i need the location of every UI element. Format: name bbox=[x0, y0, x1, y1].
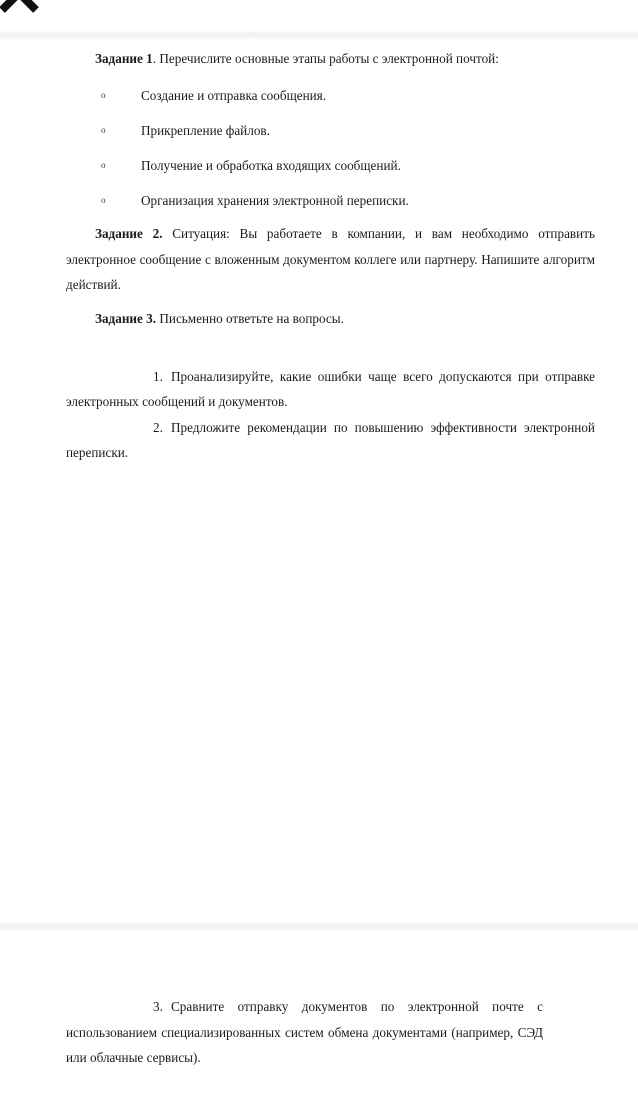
page-break-separator-band bbox=[0, 921, 638, 931]
list-item-label: Прикрепление файлов. bbox=[141, 123, 270, 138]
task-1-label: Задание 1 bbox=[95, 51, 153, 66]
list-item bbox=[66, 183, 595, 218]
list-item-label: Создание и отправка сообщения. bbox=[141, 88, 327, 103]
list-item-label: Получение и обработка входящих сообщений. bbox=[141, 158, 401, 173]
document-page-1 bbox=[0, 38, 638, 922]
question-text: Сравните отправку документов по электронной почте с использованием специализированных систем обмена документами (например, СЭД или облачные сервисы). bbox=[66, 999, 543, 1066]
task-2-text: Ситуация: Вы работаете в компании, и вам необходимо отправить электронное сообщение с вложенным документом коллеге или партнеру. Напишите алгоритм действий. bbox=[66, 226, 595, 293]
list-item bbox=[66, 148, 595, 183]
list-item-label: Организация хранения электронной переписки. bbox=[141, 193, 409, 208]
task-1-text: . Перечислите основные этапы работы с электронной почтой: bbox=[152, 51, 499, 66]
question-text: Предложите рекомендации по повышению эффективности электронной переписки. bbox=[66, 419, 595, 461]
task-3-text: Письменно ответьте на вопросы. bbox=[156, 311, 344, 326]
task-3-block bbox=[66, 306, 595, 332]
task-1-block bbox=[66, 46, 595, 72]
question-item-3 bbox=[66, 994, 543, 1071]
question-item-2 bbox=[66, 415, 595, 466]
list-item bbox=[66, 78, 595, 113]
task-3-question-list-continued bbox=[66, 994, 543, 1071]
task-2-block bbox=[66, 221, 595, 298]
page-top-separator-band bbox=[0, 30, 638, 39]
close-icon bbox=[0, 0, 50, 20]
bullet-circle-icon: o bbox=[101, 160, 106, 170]
question-number: 1. bbox=[153, 368, 163, 384]
bullet-circle-icon: o bbox=[101, 125, 106, 135]
question-item-1 bbox=[66, 364, 595, 415]
task-3-heading-line bbox=[66, 306, 595, 332]
bullet-circle-icon: o bbox=[101, 195, 106, 205]
list-item bbox=[66, 113, 595, 148]
question-number: 2. bbox=[153, 419, 163, 435]
task-1-bullet-list bbox=[66, 78, 595, 218]
task-1-heading-line bbox=[66, 46, 595, 72]
task-2-paragraph bbox=[66, 221, 595, 298]
layout-spacer bbox=[66, 338, 595, 364]
close-button[interactable] bbox=[0, 0, 50, 20]
document-page-2 bbox=[0, 931, 638, 1109]
task-3-question-list bbox=[66, 338, 595, 466]
task-2-label: Задание 2. bbox=[95, 226, 163, 241]
task-3-label: Задание 3. bbox=[95, 311, 157, 326]
bullet-circle-icon: o bbox=[101, 90, 106, 100]
question-number: 3. bbox=[153, 999, 163, 1014]
question-text: Проанализируйте, какие ошибки чаще всего допускаются при отправке электронных сообщений и документов. bbox=[66, 368, 595, 410]
